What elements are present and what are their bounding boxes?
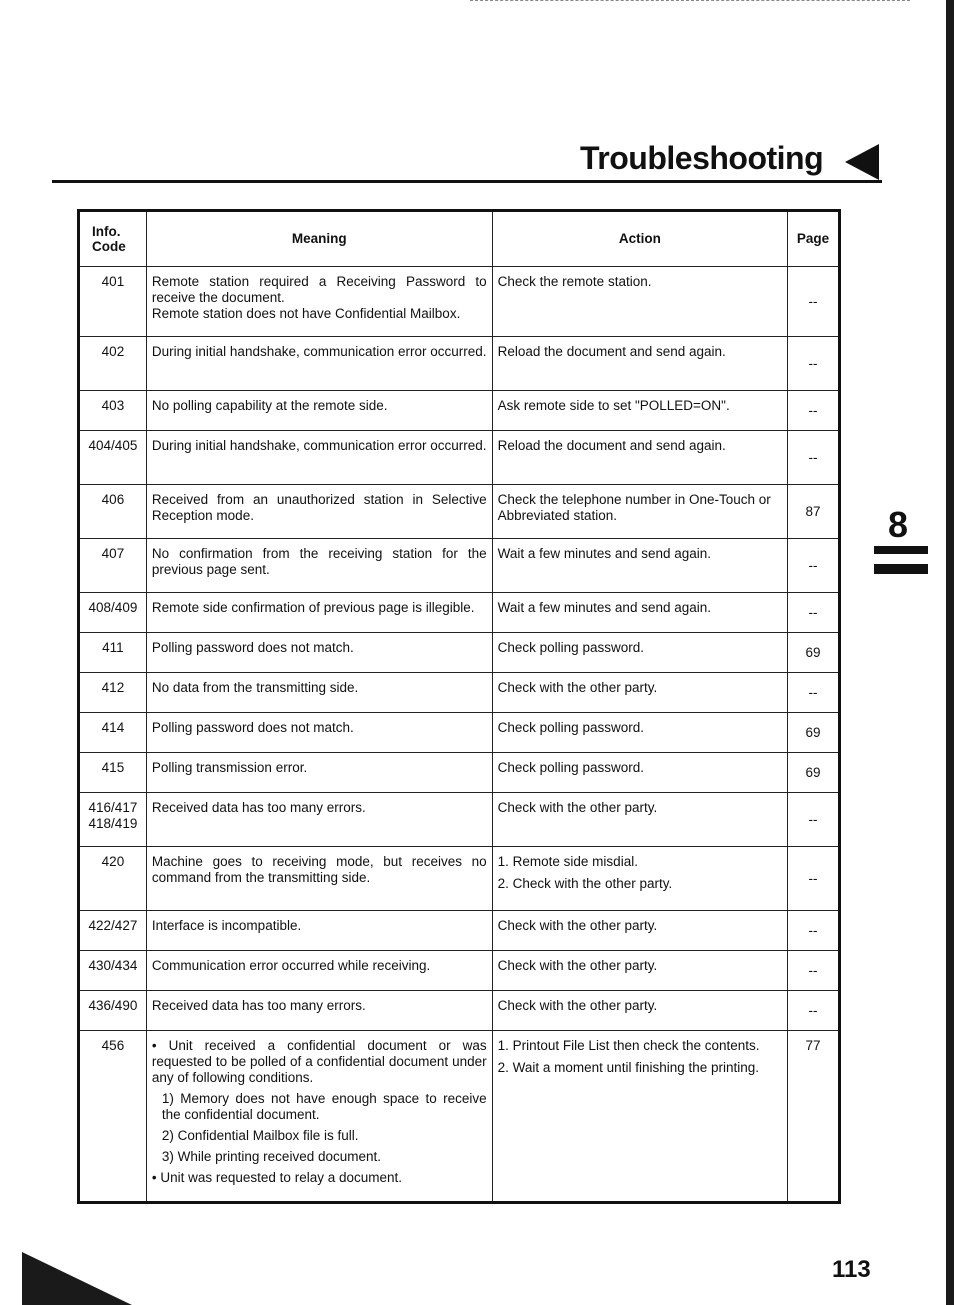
info-code: 406	[79, 485, 147, 539]
page-number: 113	[832, 1256, 871, 1283]
meaning-sub-item: 3) While printing received document.	[161, 1149, 381, 1164]
info-code: 407	[79, 539, 147, 593]
action-cell: Check the remote station.	[492, 267, 787, 337]
action-cell: Check polling password.	[492, 753, 787, 793]
meaning-cell: No polling capability at the remote side.	[146, 391, 492, 431]
meaning-cell: During initial handshake, communication error occurred.	[146, 431, 492, 485]
action-cell: Check polling password.	[492, 633, 787, 673]
action-cell: Check with the other party.	[492, 951, 787, 991]
action-step: 2. Wait a moment until finishing the printing.	[497, 1060, 760, 1075]
info-code: 436/490	[79, 991, 147, 1031]
page-title: Troubleshooting	[580, 140, 824, 176]
page-ref: --	[788, 991, 840, 1031]
action-cell: Check with the other party.	[492, 911, 787, 951]
info-code: 401	[79, 267, 147, 337]
page-ref: --	[788, 593, 840, 633]
table-row	[79, 633, 840, 673]
table-row	[79, 951, 840, 991]
meaning-cell: Received data has too many errors.	[146, 991, 492, 1031]
page-ref: --	[788, 673, 840, 713]
page-ref: --	[788, 951, 840, 991]
action-cell: Wait a few minutes and send again.	[492, 539, 787, 593]
table-row	[79, 793, 840, 847]
table-row	[79, 391, 840, 431]
info-code: 420	[79, 847, 147, 911]
page-ref: --	[788, 337, 840, 391]
meaning-cell: Interface is incompatible.	[146, 911, 492, 951]
action-cell	[492, 1031, 787, 1203]
action-cell: Check with the other party.	[492, 991, 787, 1031]
meaning-cell: Received data has too many errors.	[146, 793, 492, 847]
chapter-tab-bar	[874, 546, 928, 554]
meaning-cell: Communication error occurred while receiving.	[146, 951, 492, 991]
top-rule	[470, 0, 910, 2]
table-header-row	[79, 211, 840, 267]
page-ref: --	[788, 267, 840, 337]
info-code: 414	[79, 713, 147, 753]
info-code: 402	[79, 337, 147, 391]
page-ref: --	[788, 391, 840, 431]
troubleshooting-table	[77, 209, 841, 1204]
page-ref: 69	[788, 633, 840, 673]
info-code: 456	[79, 1031, 147, 1203]
action-cell: Ask remote side to set "POLLED=ON".	[492, 391, 787, 431]
action-step: 1. Remote side misdial.	[497, 854, 638, 869]
header-meaning: Meaning	[146, 211, 492, 267]
info-code: 415	[79, 753, 147, 793]
page-ref: --	[788, 793, 840, 847]
meaning-cell: No data from the transmitting side.	[146, 673, 492, 713]
page-ref: --	[788, 847, 840, 911]
page-ref: --	[788, 431, 840, 485]
action-step: 1. Printout File List then check the contents.	[497, 1038, 760, 1053]
header-page: Page	[788, 211, 840, 267]
meaning-sub-item: 2) Confidential Mailbox file is full.	[161, 1128, 359, 1143]
table-row	[79, 673, 840, 713]
action-cell: Wait a few minutes and send again.	[492, 593, 787, 633]
meaning-cell	[146, 1031, 492, 1203]
meaning-cell: Polling transmission error.	[146, 753, 492, 793]
page-ref: --	[788, 539, 840, 593]
table-row	[79, 713, 840, 753]
table-row	[79, 267, 840, 337]
info-code: 412	[79, 673, 147, 713]
page-ref: 87	[788, 485, 840, 539]
info-code: 404/405	[79, 431, 147, 485]
action-step: 2. Check with the other party.	[497, 876, 673, 891]
info-code: 422/427	[79, 911, 147, 951]
action-cell: Check polling password.	[492, 713, 787, 753]
table-row	[79, 593, 840, 633]
meaning-cell: Received from an unauthorized station in Selective Reception mode.	[146, 485, 492, 539]
header-action: Action	[492, 211, 787, 267]
meaning-cell: Machine goes to receiving mode, but receives no command from the transmitting side.	[146, 847, 492, 911]
meaning-bullet: • Unit was requested to relay a document.	[152, 1170, 487, 1186]
meaning-cell: Remote side confirmation of previous page is illegible.	[146, 593, 492, 633]
page-ref: 69	[788, 713, 840, 753]
title-arrow-icon	[845, 144, 879, 180]
table-row	[79, 431, 840, 485]
table-row	[79, 1031, 840, 1203]
chapter-tab-number: 8	[888, 504, 909, 545]
table-row	[79, 539, 840, 593]
action-cell: Reload the document and send again.	[492, 431, 787, 485]
corner-print-mark	[22, 1252, 132, 1305]
info-code: 403	[79, 391, 147, 431]
table-row	[79, 911, 840, 951]
page-ref: 77	[788, 1031, 840, 1203]
title-rule	[52, 180, 882, 183]
action-cell: Check with the other party.	[492, 673, 787, 713]
meaning-bullet: • Unit received a confidential document or was requested to be polled of a confidential document under any of following conditions.	[152, 1038, 487, 1086]
page-ref: --	[788, 911, 840, 951]
table-row	[79, 753, 840, 793]
page-ref: 69	[788, 753, 840, 793]
table-row	[79, 847, 840, 911]
meaning-cell: During initial handshake, communication error occurred.	[146, 337, 492, 391]
info-code: 411	[79, 633, 147, 673]
table-row	[79, 991, 840, 1031]
chapter-tab-bar	[874, 564, 928, 574]
table-row	[79, 485, 840, 539]
header-code: Info. Code	[79, 211, 147, 267]
meaning-cell: Remote station required a Receiving Password to receive the document. Remote station does not have Confidential Mailbox.	[146, 267, 492, 337]
meaning-cell: Polling password does not match.	[146, 713, 492, 753]
meaning-sub-item: 1) Memory does not have enough space to receive the confidential document.	[161, 1091, 487, 1122]
table-row	[79, 337, 840, 391]
info-code: 430/434	[79, 951, 147, 991]
action-cell: Check with the other party.	[492, 793, 787, 847]
action-cell: Check the telephone number in One-Touch or Abbreviated station.	[492, 485, 787, 539]
action-cell	[492, 847, 787, 911]
page-edge-shadow	[946, 0, 954, 1305]
action-cell: Reload the document and send again.	[492, 337, 787, 391]
info-code: 416/417 418/419	[79, 793, 147, 847]
info-code: 408/409	[79, 593, 147, 633]
meaning-cell: No confirmation from the receiving station for the previous page sent.	[146, 539, 492, 593]
meaning-cell: Polling password does not match.	[146, 633, 492, 673]
